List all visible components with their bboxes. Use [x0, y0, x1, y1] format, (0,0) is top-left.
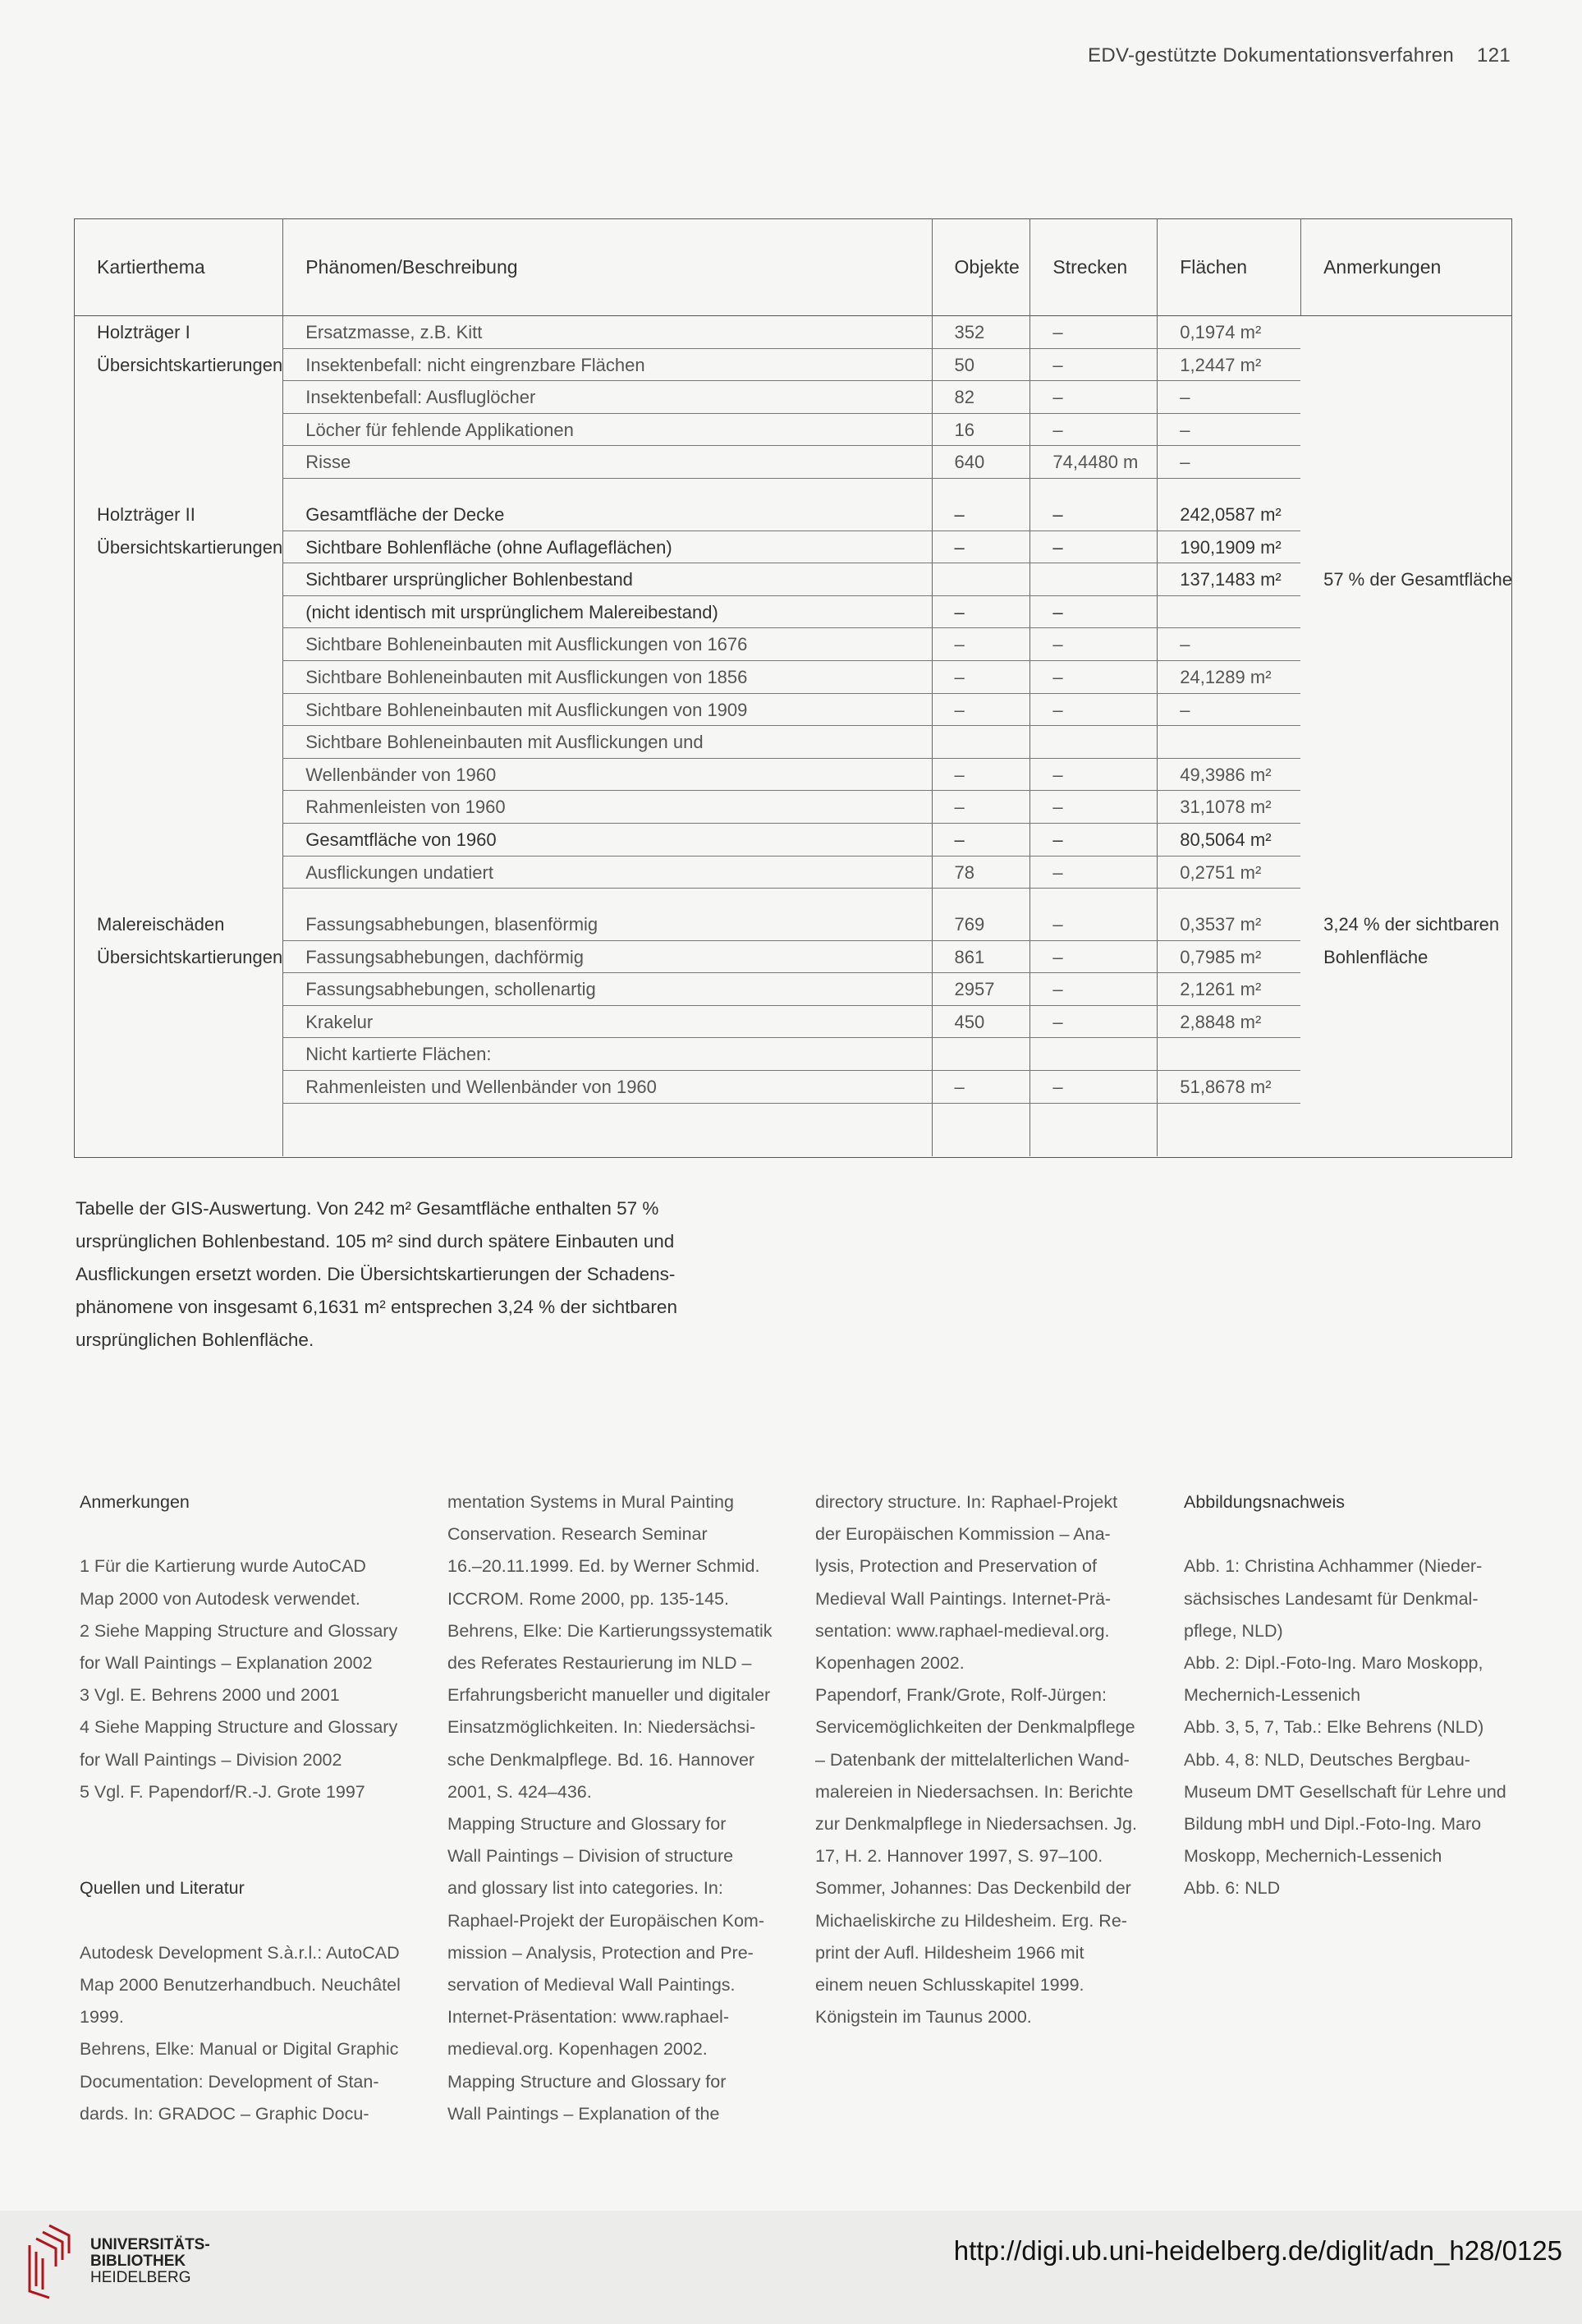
caption-line: Tabelle der GIS-Auswertung. Von 242 m² Gesamtfläche enthalten 57 %: [76, 1198, 659, 1219]
row-description: Insektenbefall: nicht eingrenzbare Flächen: [305, 354, 645, 375]
literature-line: and glossary list into categories. In:: [447, 1878, 723, 1899]
group-cell: [74, 857, 282, 889]
row-description: Löcher für fehlende Applikationen: [305, 419, 574, 440]
row-description: Sichtbare Bohleneinbauten mit Ausflickungen von 1676: [305, 634, 748, 655]
row-note: 3,24 % der sichtbaren: [1323, 914, 1500, 935]
row-description: Fassungsabhebungen, schollenartig: [305, 979, 596, 1000]
literature-column-2: [447, 1486, 792, 2130]
literature-line: Erfahrungsbericht manueller und digitaler: [447, 1685, 771, 1706]
row-rule: [282, 790, 1300, 791]
group-cell: [74, 628, 282, 661]
table-row: [74, 1071, 1512, 1104]
row-note: [1300, 414, 1512, 447]
table-row: [74, 973, 1512, 1006]
table-row: [74, 414, 1512, 447]
row-lines: –: [1052, 387, 1063, 408]
col-header-lines: Strecken: [1052, 255, 1128, 278]
credit-line: Abb. 4, 8: NLD, Deutsches Bergbau-: [1184, 1749, 1470, 1770]
literature-line: der Europäischen Kommission – Ana-: [815, 1524, 1111, 1545]
row-objects: 50: [954, 354, 975, 375]
literature-line: 16.–20.11.1999. Ed. by Werner Schmid.: [447, 1556, 760, 1577]
row-areas: 80,5064 m²: [1180, 829, 1272, 850]
row-lines: –: [1052, 861, 1063, 883]
row-description: Insektenbefall: Ausfluglöcher: [305, 387, 536, 408]
literature-line: 17, H. 2. Hannover 1997, S. 97–100.: [815, 1846, 1103, 1867]
row-areas: –: [1180, 452, 1190, 473]
row-description: Fassungsabhebungen, dachförmig: [305, 946, 585, 967]
row-objects: –: [954, 699, 965, 720]
literature-line: Michaeliskirche zu Hildesheim. Erg. Re-: [815, 1910, 1127, 1931]
row-areas: 0,3537 m²: [1180, 914, 1262, 935]
row-note: 57 % der Gesamtfläche: [1323, 569, 1512, 590]
row-lines: –: [1052, 322, 1063, 342]
group-subtitle: Übersichtskartierungen: [97, 354, 283, 375]
table-row: [74, 596, 1512, 629]
row-rule: [282, 940, 1300, 941]
column-divider: [1300, 218, 1301, 315]
footnote-line: Map 2000 von Autodesk verwendet.: [80, 1588, 360, 1609]
row-note: Bohlenfläche: [1323, 946, 1428, 967]
row-rule: [282, 348, 1300, 349]
credit-line: Museum DMT Gesellschaft für Lehre und: [1184, 1781, 1506, 1802]
row-rule: [282, 660, 1300, 661]
col-header-objects: Objekte: [954, 255, 1020, 278]
table-caption: [76, 1192, 757, 1357]
literature-line: Mapping Structure and Glossary for: [447, 1814, 727, 1835]
row-description: Ausflickungen undatiert: [305, 861, 493, 883]
table-row: [74, 791, 1512, 824]
credit-line: Abb. 3, 5, 7, Tab.: Elke Behrens (NLD): [1184, 1717, 1484, 1738]
row-note: [1300, 791, 1512, 824]
literature-line: Documentation: Development of Stan-: [80, 2071, 379, 2092]
footnote-line: for Wall Paintings – Explanation 2002: [80, 1653, 373, 1673]
row-description: Rahmenleisten von 1960: [305, 797, 506, 818]
row-rule: [282, 1103, 1300, 1104]
row-rule: [282, 530, 1300, 531]
literature-line: Map 2000 Benutzerhandbuch. Neuchâtel: [80, 1974, 401, 1995]
credit-line: Moskopp, Mechernich-Lessenich: [1184, 1846, 1442, 1867]
row-objects: –: [954, 666, 965, 687]
row-objects: 82: [954, 387, 975, 408]
row-description: Krakelur: [305, 1011, 374, 1032]
row-objects: –: [954, 764, 965, 785]
row-rule: [282, 725, 1300, 726]
footnote-line: for Wall Paintings – Division 2002: [80, 1749, 342, 1770]
footnote-line: 3 Vgl. E. Behrens 2000 und 2001: [80, 1685, 340, 1706]
group-spacer: [74, 479, 1512, 498]
row-lines: 74,4480 m: [1052, 452, 1139, 473]
credit-line: pflege, NLD): [1184, 1620, 1283, 1641]
footnote-line: 4 Siehe Mapping Structure and Glossary: [80, 1717, 398, 1738]
row-objects: [932, 726, 1030, 759]
group-cell: [74, 726, 282, 759]
literature-line: sentation: www.raphael-medieval.org.: [815, 1620, 1110, 1641]
group-cell: [74, 381, 282, 414]
literature-line: servation of Medieval Wall Paintings.: [447, 1975, 736, 1996]
library-footer: [0, 2211, 1582, 2324]
literature-line: malereien in Niedersachsen. In: Berichte: [815, 1781, 1134, 1802]
row-lines: [1029, 726, 1157, 759]
row-note: [1300, 498, 1512, 531]
table-row: [74, 349, 1512, 382]
row-note: [1300, 596, 1512, 629]
row-note: [1300, 446, 1512, 479]
row-areas: 0,7985 m²: [1180, 946, 1262, 967]
row-areas: 2,1261 m²: [1180, 979, 1262, 1000]
row-description: Sichtbare Bohlenfläche (ohne Auflageflächen): [305, 536, 672, 558]
credit-line: Abb. 1: Christina Achhammer (Nieder-: [1184, 1556, 1483, 1577]
row-note: [1300, 857, 1512, 889]
table-row: [74, 316, 1512, 349]
caption-line: phänomene von insgesamt 6,1631 m² entsprechen 3,24 % der sichtbaren: [76, 1297, 677, 1317]
row-description: Sichtbare Bohleneinbauten mit Ausflickungen von 1909: [305, 699, 748, 720]
page-number: 121: [1477, 44, 1511, 67]
row-note: [1300, 1071, 1512, 1104]
footnote-line: 5 Vgl. F. Papendorf/R.-J. Grote 1997: [80, 1781, 365, 1802]
group-cell: [74, 694, 282, 727]
literature-heading: Quellen und Literatur: [80, 1878, 245, 1899]
col-header-theme: Kartierthema: [97, 255, 205, 278]
table-row: [74, 694, 1512, 727]
row-note: [1300, 759, 1512, 792]
row-description: Rahmenleisten und Wellenbänder von 1960: [305, 1077, 657, 1098]
row-objects: –: [954, 829, 965, 850]
row-objects: 16: [954, 419, 975, 440]
row-lines: –: [1052, 829, 1063, 850]
row-note: [1300, 726, 1512, 759]
table-row: [74, 1038, 1512, 1071]
row-description: Wellenbänder von 1960: [305, 764, 497, 785]
row-areas: 137,1483 m²: [1180, 569, 1282, 590]
row-lines: –: [1052, 536, 1063, 558]
literature-column-3: [815, 1486, 1160, 2033]
row-objects: 78: [954, 861, 975, 883]
group-cell: [74, 824, 282, 857]
literature-line: Kopenhagen 2002.: [815, 1653, 965, 1674]
group-cell: [74, 1038, 282, 1071]
group-subtitle: Übersichtskartierungen: [97, 536, 283, 558]
row-areas: [1157, 726, 1300, 759]
row-description: Sichtbare Bohleneinbauten mit Ausflickungen und: [305, 732, 704, 753]
column-divider: [282, 218, 283, 1156]
row-areas: –: [1180, 699, 1190, 720]
literature-line: einem neuen Schlusskapitel 1999.: [815, 1975, 1084, 1996]
row-rule: [282, 693, 1300, 694]
row-objects: 2957: [954, 979, 995, 1000]
group-subtitle: Übersichtskartierungen: [97, 946, 283, 967]
library-name-line: HEIDELBERG: [90, 2269, 191, 2286]
row-description: (nicht identisch mit ursprünglichem Malereibestand): [305, 601, 718, 622]
row-note: [1300, 628, 1512, 661]
library-name-line: BIBLIOTHEK: [90, 2253, 186, 2270]
row-lines: [1029, 1038, 1157, 1071]
row-rule: [282, 1005, 1300, 1006]
row-note: [1300, 1038, 1512, 1071]
literature-line: mentation Systems in Mural Painting: [447, 1492, 734, 1512]
row-lines: –: [1052, 1077, 1063, 1098]
literature-line: lysis, Protection and Preservation of: [815, 1556, 1097, 1577]
col-header-areas: Flächen: [1180, 255, 1248, 278]
row-areas: –: [1180, 634, 1190, 655]
row-description: Fassungsabhebungen, blasenförmig: [305, 914, 598, 935]
literature-line: Raphael-Projekt der Europäischen Kom-: [447, 1910, 765, 1931]
row-objects: –: [954, 797, 965, 818]
row-objects: 450: [954, 1011, 985, 1032]
row-rule: [282, 478, 1300, 479]
row-areas: 51,8678 m²: [1180, 1077, 1272, 1098]
row-areas: –: [1180, 387, 1190, 408]
group-cell: [74, 973, 282, 1006]
credits-heading: Abbildungsnachweis: [1184, 1492, 1346, 1512]
row-areas: 2,8848 m²: [1180, 1011, 1262, 1032]
row-description: Sichtbarer ursprünglicher Bohlenbestand: [305, 569, 633, 590]
row-areas: –: [1180, 419, 1190, 440]
credits-column: [1184, 1486, 1529, 1905]
row-areas: 24,1289 m²: [1180, 666, 1272, 687]
group-cell: [74, 414, 282, 447]
row-rule: [282, 413, 1300, 414]
row-note: [1300, 661, 1512, 694]
row-objects: [932, 1038, 1030, 1071]
row-lines: –: [1052, 419, 1063, 440]
row-areas: 31,1078 m²: [1180, 797, 1272, 818]
literature-line: Sommer, Johannes: Das Deckenbild der: [815, 1878, 1131, 1899]
running-header: [1067, 44, 1511, 67]
literature-line: ICCROM. Rome 2000, pp. 135-145.: [447, 1588, 729, 1609]
footnote-line: 1 Für die Kartierung wurde AutoCAD: [80, 1556, 366, 1577]
col-header-notes: Anmerkungen: [1323, 255, 1442, 278]
row-lines: –: [1052, 914, 1063, 935]
row-rule: [282, 823, 1300, 824]
row-areas: 0,2751 m²: [1180, 861, 1262, 883]
literature-line: des Referates Restaurierung im NLD –: [447, 1653, 752, 1674]
row-note: [1300, 1006, 1512, 1039]
literature-line: sche Denkmalpflege. Bd. 16. Hannover: [447, 1749, 755, 1770]
row-description: Sichtbare Bohleneinbauten mit Ausflickungen von 1856: [305, 666, 748, 687]
literature-line: Papendorf, Frank/Grote, Rolf-Jürgen:: [815, 1685, 1107, 1706]
row-lines: –: [1052, 503, 1063, 525]
table-row: [74, 563, 1512, 596]
literature-line: Einsatzmöglichkeiten. In: Niedersächsi-: [447, 1717, 756, 1738]
row-objects: –: [954, 634, 965, 655]
group-cell: [74, 1006, 282, 1039]
caption-line: ursprünglichen Bohlenfläche.: [76, 1330, 314, 1350]
column-divider: [932, 218, 933, 1156]
credit-line: Bildung mbH und Dipl.-Foto-Ing. Maro: [1184, 1814, 1482, 1835]
row-description: Gesamtfläche von 1960: [305, 829, 497, 850]
row-objects: –: [954, 503, 965, 525]
group-cell: [74, 661, 282, 694]
group-cell: [74, 1071, 282, 1104]
row-rule: [282, 972, 1300, 973]
literature-line: Internet-Präsentation: www.raphael-: [447, 2007, 729, 2028]
table-row: [74, 1006, 1512, 1039]
row-lines: –: [1052, 1011, 1063, 1032]
row-areas: [1157, 1038, 1300, 1071]
row-objects: 769: [954, 914, 985, 935]
group-spacer: [74, 889, 1512, 908]
row-objects: 640: [954, 452, 985, 473]
row-note: [1300, 349, 1512, 382]
row-lines: –: [1052, 666, 1063, 687]
literature-line: dards. In: GRADOC – Graphic Docu-: [80, 2103, 369, 2124]
row-rule: [282, 627, 1300, 628]
row-description: Ersatzmasse, z.B. Kitt: [305, 322, 483, 342]
row-lines: –: [1052, 634, 1063, 655]
col-header-description: Phänomen/Beschreibung: [305, 255, 518, 278]
literature-line: Medieval Wall Paintings. Internet-Prä-: [815, 1588, 1112, 1609]
group-cell: [74, 759, 282, 792]
table-row: [74, 726, 1512, 759]
notes-heading: Anmerkungen: [80, 1492, 190, 1512]
row-note: [1300, 316, 1512, 349]
literature-line: Autodesk Development S.à.r.l.: AutoCAD: [80, 1942, 400, 1963]
literature-line: Servicemöglichkeiten der Denkmalpflege: [815, 1717, 1135, 1738]
row-note: [1300, 694, 1512, 727]
literature-line: Behrens, Elke: Manual or Digital Graphic: [80, 2039, 399, 2060]
column-divider: [1029, 218, 1030, 1156]
literature-line: directory structure. In: Raphael-Projekt: [815, 1492, 1118, 1512]
literature-line: 2001, S. 424–436.: [447, 1781, 592, 1802]
row-note: [1300, 531, 1512, 564]
group-cell: [74, 563, 282, 596]
running-title: EDV-gestützte Dokumentationsverfahren: [1088, 44, 1455, 67]
notes-column: [80, 1486, 424, 2130]
table-row: [74, 628, 1512, 661]
table-row: [74, 661, 1512, 694]
row-rule: [282, 595, 1300, 596]
table-row: [74, 941, 1512, 974]
literature-line: print der Aufl. Hildesheim 1966 mit: [815, 1942, 1084, 1963]
row-rule: [282, 445, 1300, 446]
row-lines: –: [1052, 601, 1063, 622]
row-note: [1300, 824, 1512, 857]
row-areas: 0,1974 m²: [1180, 322, 1262, 342]
literature-line: Königstein im Taunus 2000.: [815, 2007, 1032, 2028]
literature-line: 1999.: [80, 2007, 124, 2028]
group-cell: [74, 596, 282, 629]
table-row: [74, 446, 1512, 479]
row-areas: 1,2447 m²: [1180, 354, 1262, 375]
group-cell: [74, 446, 282, 479]
row-lines: –: [1052, 764, 1063, 785]
row-description: Gesamtfläche der Decke: [305, 503, 505, 525]
library-logo-icon: [18, 2221, 82, 2299]
literature-line: Wall Paintings – Explanation of the: [447, 2103, 720, 2124]
credit-line: sächsisches Landesamt für Denkmal-: [1184, 1588, 1479, 1609]
table-row: [74, 759, 1512, 792]
credit-line: Abb. 2: Dipl.-Foto-Ing. Maro Moskopp,: [1184, 1653, 1483, 1673]
footnote-line: 2 Siehe Mapping Structure and Glossary: [80, 1620, 398, 1641]
row-description: Risse: [305, 452, 351, 473]
column-divider: [1157, 218, 1158, 1156]
row-note: [1300, 973, 1512, 1006]
row-lines: [1029, 563, 1157, 596]
row-areas: [1157, 596, 1300, 629]
table-row: [74, 498, 1512, 531]
row-rule: [282, 1070, 1300, 1071]
literature-line: Behrens, Elke: Die Kartierungssystematik: [447, 1620, 773, 1641]
group-theme: Holzträger II: [97, 503, 195, 525]
table-header-row: [74, 218, 1512, 316]
row-lines: –: [1052, 979, 1063, 1000]
literature-line: zur Denkmalpflege in Niedersachsen. Jg.: [815, 1814, 1137, 1835]
row-objects: –: [954, 536, 965, 558]
caption-line: ursprünglichen Bohlenbestand. 105 m² sind durch spätere Einbauten und: [76, 1231, 675, 1252]
row-lines: –: [1052, 797, 1063, 818]
row-objects: –: [954, 1077, 965, 1098]
table-row: [74, 531, 1512, 564]
row-rule: [282, 758, 1300, 759]
group-theme: Malereischäden: [97, 914, 225, 935]
literature-line: – Datenbank der mittelalterlichen Wand-: [815, 1749, 1130, 1770]
row-lines: –: [1052, 946, 1063, 967]
group-theme: Holzträger I: [97, 322, 190, 342]
literature-line: Wall Paintings – Division of structure: [447, 1846, 734, 1867]
row-rule: [282, 380, 1300, 381]
table-row: [74, 381, 1512, 414]
row-note: [1300, 381, 1512, 414]
row-objects: –: [954, 601, 965, 622]
credit-line: Mechernich-Lessenich: [1184, 1685, 1361, 1706]
row-rule: [282, 888, 1300, 889]
credit-line: Abb. 6: NLD: [1184, 1878, 1281, 1899]
literature-line: Conservation. Research Seminar: [447, 1524, 708, 1545]
row-description: Nicht kartierte Flächen:: [305, 1044, 492, 1065]
library-name-line: UNIVERSITÄTS-: [90, 2236, 210, 2253]
group-cell: [74, 791, 282, 824]
library-name: [90, 2237, 210, 2286]
row-objects: [932, 563, 1030, 596]
row-rule: [282, 1037, 1300, 1038]
row-lines: –: [1052, 699, 1063, 720]
row-areas: 190,1909 m²: [1180, 536, 1282, 558]
row-rule: [282, 856, 1300, 857]
row-lines: –: [1052, 354, 1063, 375]
literature-line: medieval.org. Kopenhagen 2002.: [447, 2039, 708, 2060]
table-row: [74, 908, 1512, 941]
row-objects: 861: [954, 946, 985, 967]
table-row: [74, 824, 1512, 857]
literature-line: Mapping Structure and Glossary for: [447, 2071, 727, 2092]
row-areas: 242,0587 m²: [1180, 503, 1282, 525]
literature-line: mission – Analysis, Protection and Pre-: [447, 1942, 754, 1963]
row-objects: 352: [954, 322, 985, 342]
caption-line: Ausflickungen ersetzt worden. Die Übersichtskartierungen der Schadens-: [76, 1264, 676, 1284]
source-url[interactable]: http://digi.ub.uni-heidelberg.de/diglit/adn_h28/0125: [953, 2235, 1562, 2266]
row-areas: 49,3986 m²: [1180, 764, 1272, 785]
table-row: [74, 857, 1512, 889]
